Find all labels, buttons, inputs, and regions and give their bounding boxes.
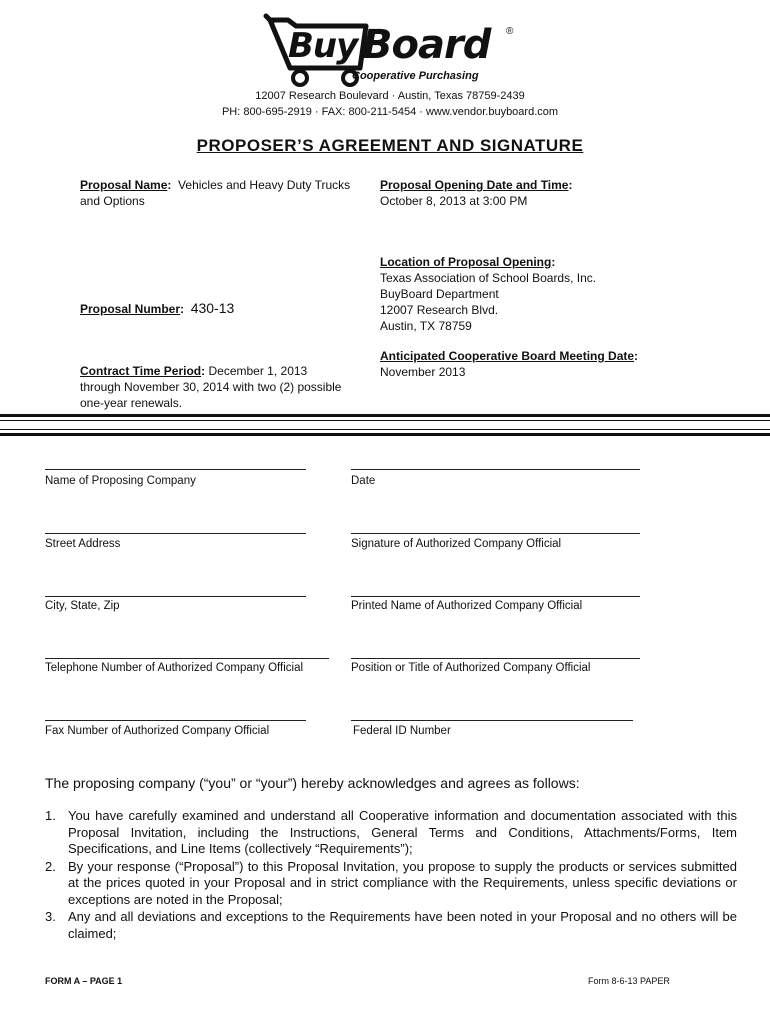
company-name-field[interactable] [45,469,306,470]
date-field[interactable] [351,469,640,470]
list-item [45,808,737,858]
location-line: Austin, TX 78759 [380,319,472,333]
contract-time-value-2: through November 30, 2014 with two (2) possible [80,380,342,394]
logo-buy: Buy [288,26,358,66]
separator-bottom [0,433,770,436]
list-item-text: Any and all deviations and exceptions to the Requirements have been noted in your Proposal and no others will be claimed; [68,909,737,941]
buyboard-logo [262,12,522,88]
contract-time-value-1: December 1, 2013 [208,364,308,378]
signature-field[interactable] [351,533,640,534]
date-label: Date [351,475,376,487]
street-address-field[interactable] [45,533,306,534]
separator-top [0,414,770,417]
location-of-opening: Location of Proposal Opening: Texas Association of School Boards, Inc. BuyBoard Department 12007 Research Blvd. Austin, TX 78759 [380,254,710,334]
printed-name-field[interactable] [351,596,640,597]
telephone-field[interactable] [45,658,329,659]
list-item-text: You have carefully examined and understand all Cooperative information and documentation associated with this Proposal Invitation, including the Instructions, General Terms and Conditions, Attachments/Forms, Item Specifications, and Line Items (collectively “Requirements”); [68,808,737,856]
street-address-label: Street Address [45,538,121,550]
footer-page-label: FORM A – PAGE 1 [45,976,123,986]
contract-time-value-3: one-year renewals. [80,396,183,410]
logo-tagline: Cooperative Purchasing [352,70,479,82]
separator-bottom-thin [0,429,770,430]
proposal-name-value: Vehicles and Heavy Duty Trucks and Options [80,178,351,208]
proposal-name-label: Proposal Name [80,178,168,192]
city-state-zip-label: City, State, Zip [45,600,120,612]
board-meeting-date: Anticipated Cooperative Board Meeting Date: November 2013 [380,348,710,380]
location-label: Location of Proposal Opening [380,255,552,269]
company-name-label: Name of Proposing Company [45,475,196,487]
proposal-opening: Proposal Opening Date and Time: October 8, 2013 at 3:00 PM [380,177,710,209]
city-state-zip-field[interactable] [45,596,306,597]
footer-form-id: Form 8-6-13 PAPER [588,976,670,986]
list-item-number: 3. [45,909,56,924]
meeting-label: Anticipated Cooperative Board Meeting Date [380,349,635,363]
list-item [45,909,737,942]
fax-number-field[interactable] [45,720,306,721]
fax-number-label: Fax Number of Authorized Company Official [45,725,270,737]
registered-mark: ® [506,26,514,37]
location-line: BuyBoard Department [380,287,499,301]
proposal-name: Proposal Name: Vehicles and Heavy Duty Trucks and Options [80,178,351,208]
printed-name-label: Printed Name of Authorized Company Official [351,600,583,612]
position-title-label: Position or Title of Authorized Company Official [351,662,591,674]
opening-label: Proposal Opening Date and Time [380,178,569,192]
list-item-number: 2. [45,858,56,874]
location-line: Texas Association of School Boards, Inc. [380,271,597,285]
list-item-number: 1. [45,808,56,823]
separator-top-thin [0,420,770,421]
list-item-text: By your response (“Proposal”) to this Proposal Invitation, you propose to supply the products or services submitted at the prices quoted in your Proposal and in strict compliance with the Requirements, unless specific deviations or exceptions are noted in the Proposal; [68,858,737,907]
federal-id-label: Federal ID Number [353,725,451,737]
logo-board: Board [362,22,491,68]
contract-time-label: Contract Time Period [80,364,202,378]
proposal-number-value: 430-13 [190,300,235,316]
opening-value: October 8, 2013 at 3:00 PM [380,194,528,208]
contract-time-period: Contract Time Period: December 1, 2013 through November 30, 2014 with two (2) possible one-year renewals. [80,363,380,411]
location-line: 12007 Research Blvd. [380,303,499,317]
meeting-value: November 2013 [380,365,466,379]
header-contact: PH: 800-695-2919 · FAX: 800-211-5454 · www.vendor.buyboard.com [221,106,559,118]
agreement-intro: The proposing company (“you” or “your”) hereby acknowledges and agrees as follows: [45,775,580,791]
proposal-number: Proposal Number: 430-13 [80,300,235,316]
telephone-label: Telephone Number of Authorized Company Official [45,662,304,674]
page-title: PROPOSER’S AGREEMENT AND SIGNATURE [196,136,584,155]
federal-id-field[interactable] [351,720,633,721]
signature-label: Signature of Authorized Company Official [351,538,562,550]
position-title-field[interactable] [351,658,640,659]
proposal-number-label: Proposal Number [80,302,181,316]
list-item [45,859,737,909]
header-address: 12007 Research Boulevard · Austin, Texas 78759-2439 [255,90,525,102]
agreement-list [45,808,737,942]
